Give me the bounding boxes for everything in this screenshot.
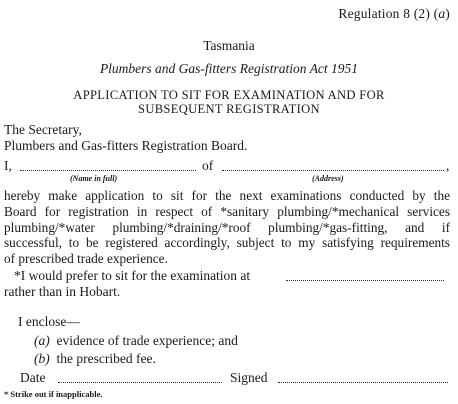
prefer-line-1: *I would prefer to sit for the examination at xyxy=(14,268,251,283)
address-caption: (Address) xyxy=(312,174,344,183)
enclose-item xyxy=(34,333,238,349)
enclose-item-marker: (b) xyxy=(34,351,50,366)
regulation-prefix: Regulation 8 (2) ( xyxy=(338,6,439,21)
state-name: Tasmania xyxy=(203,38,255,53)
applicant-line xyxy=(4,158,452,183)
date-label: Date xyxy=(20,370,46,385)
regulation-letter: a xyxy=(438,6,446,21)
of-label: of xyxy=(202,158,214,173)
date-field[interactable] xyxy=(58,382,222,383)
addressee-line-2: Plumbers and Gas-fitters Registration Board. xyxy=(4,138,248,153)
trailing-comma: , xyxy=(446,158,450,173)
regulation-reference xyxy=(338,6,450,22)
signed-label: Signed xyxy=(230,370,268,385)
act-title: Plumbers and Gas-fitters Registration Act 1951 xyxy=(99,61,359,76)
prefer-line-2: rather than in Hobart. xyxy=(4,284,121,299)
enclose-item xyxy=(34,351,156,367)
exam-location-preference xyxy=(4,268,452,302)
date-signature-line xyxy=(4,370,452,388)
enclose-item-marker: (a) xyxy=(34,333,50,348)
i-label: I, xyxy=(4,158,12,173)
body-line-3: plumbing/*water plumbing/*draining/*roof plumbing/*gas-fitting, and if xyxy=(4,219,450,235)
addressee-block xyxy=(4,122,247,154)
regulation-suffix: ) xyxy=(445,6,450,21)
application-body xyxy=(4,188,450,267)
body-line-4: successful, to be registered accordingly, subject to my satisfying requirements xyxy=(4,235,450,251)
body-line-2: Board for registration in respect of *sanitary plumbing/*mechanical services xyxy=(4,203,450,219)
footnote: * Strike out if inapplicable. xyxy=(4,389,103,399)
enclose-item-text: evidence of trade experience; and xyxy=(56,333,238,348)
enclose-item-text: the prescribed fee. xyxy=(56,351,156,366)
form-heading-line-2: SUBSEQUENT REGISTRATION xyxy=(138,102,320,116)
address-field[interactable] xyxy=(222,170,444,171)
form-heading xyxy=(0,88,458,116)
form-heading-line-1: APPLICATION TO SIT FOR EXAMINATION AND FOR xyxy=(73,88,385,102)
body-line-1: hereby make application to sit for the next examinations conducted by the xyxy=(4,188,450,203)
addressee-line-1: The Secretary, xyxy=(4,122,82,137)
body-line-5: of prescribed trade experience. xyxy=(4,251,168,267)
name-caption: (Name in full) xyxy=(70,174,118,183)
signature-field[interactable] xyxy=(278,382,448,383)
enclose-label: I enclose— xyxy=(18,314,80,329)
name-field[interactable] xyxy=(20,170,196,171)
exam-location-field[interactable] xyxy=(286,280,444,281)
